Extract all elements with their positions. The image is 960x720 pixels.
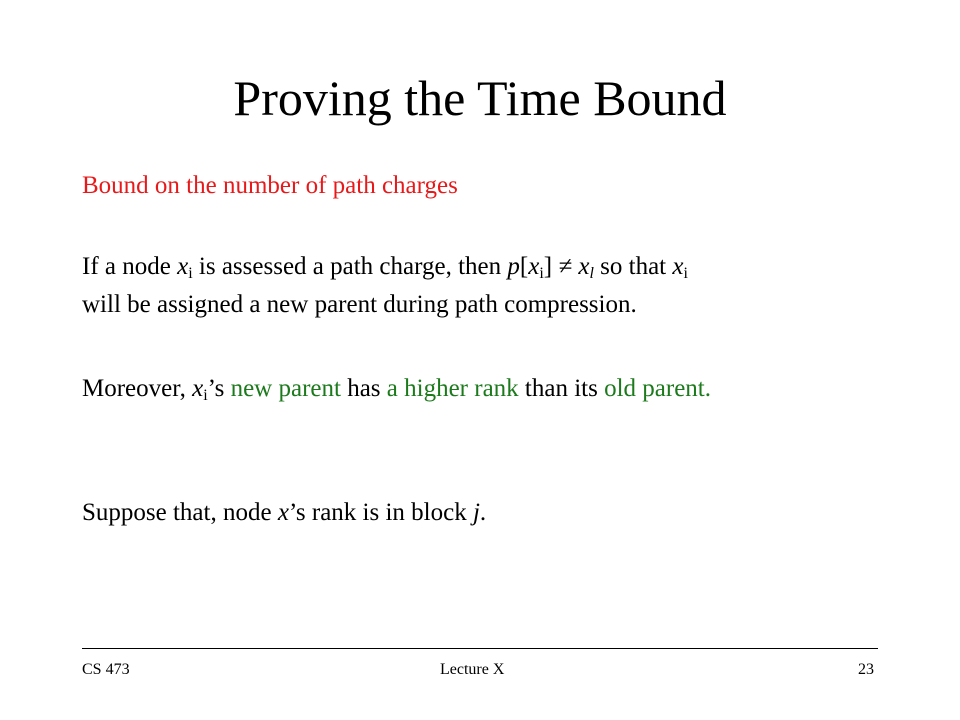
p1-var-x: x [177,253,189,280]
paragraph-path-charge [82,248,882,324]
p2-highlight-old-parent: old parent. [604,375,712,402]
p1-bracket-open: [ [519,253,529,280]
p2-text-a: Moreover, [82,375,193,402]
p2-text-d: than its [518,375,605,402]
p2-text-b: ’s [207,375,231,402]
p1-text-c: so that [593,253,673,280]
footer-course: CS 473 [82,661,130,678]
footer-lecture: Lecture X [440,661,505,678]
p1-sub-l: l [589,265,594,282]
p3-text-b: ’s rank is in block [288,499,473,526]
p3-var-j: j [472,499,480,526]
paragraph-block [82,494,882,532]
p2-highlight-higher-rank: a higher rank [386,375,519,402]
p1-var-x2: x [528,253,540,280]
slide-title: Proving the Time Bound [233,70,727,126]
p2-var-x: x [192,375,204,402]
p1-var-x3: x [578,253,590,280]
section-heading: Bound on the number of path charges [82,172,458,199]
p1-text-a: If a node [82,253,178,280]
p2-sub-i: i [203,387,208,404]
paragraph-new-parent [82,370,882,408]
p3-text-a: Suppose that, node [82,499,278,526]
p1-sub-i4: i [683,265,688,282]
footer-page-number: 23 [858,661,874,678]
p1-text-b: is assessed a path charge, then [192,253,508,280]
p1-sub-i2: i [539,265,544,282]
p1-not-equal: ≠ [558,253,579,280]
p1-text-d: will be assigned a new parent during path compression. [82,291,637,318]
p1-bracket-close: ] [543,253,559,280]
p1-sub-i: i [188,265,193,282]
p3-var-x: x [277,499,289,526]
p2-highlight-new-parent: new parent [230,375,341,402]
p1-var-x4: x [672,253,684,280]
p1-var-p: p [507,253,520,280]
footer-divider [82,648,878,649]
p2-text-c: has [340,375,387,402]
p3-text-c: . [479,499,487,526]
